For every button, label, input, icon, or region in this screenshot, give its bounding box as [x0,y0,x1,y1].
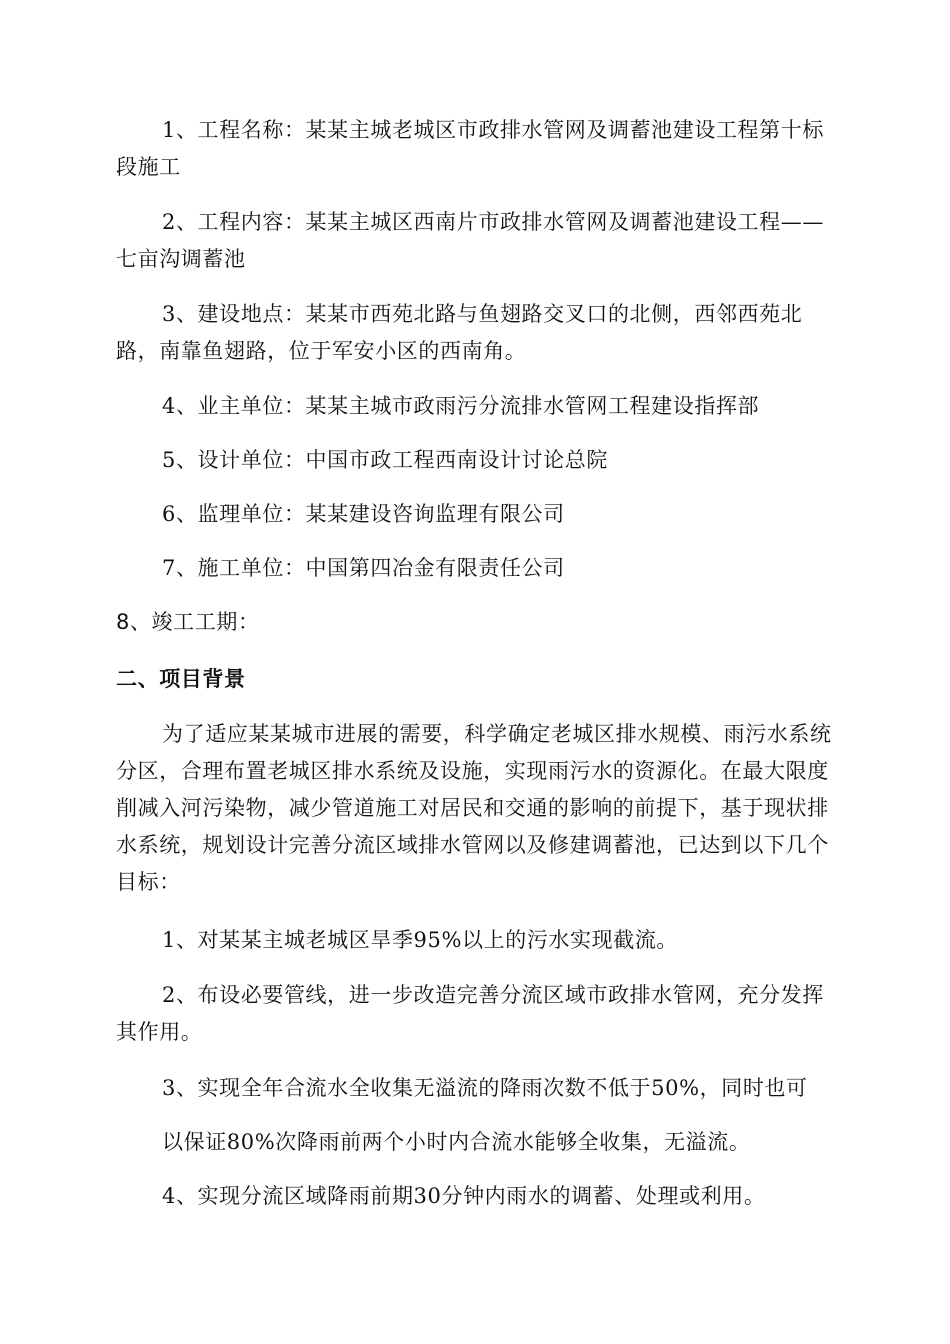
owner-unit-paragraph: 4、业主单位：某某主城市政雨污分流排水管网工程建设指挥部 [162,394,760,418]
goal-3-line-1: 3、实现全年合流水全收集无溢流的降雨次数不低于50%，同时也可 [162,1076,808,1100]
goal-4-paragraph: 4、实现分流区域降雨前期30分钟内雨水的调蓄、处理或利用。 [162,1184,766,1208]
goal-1-paragraph: 1、对某某主城老城区旱季95%以上的污水实现截流。 [162,928,679,952]
completion-period-paragraph: 8、竣工工期： [116,610,260,634]
construction-site-paragraph: 3、建设地点：某某市西苑北路与鱼翅路交叉口的北侧，西邻西苑北路，南靠鱼翅路，位于军安小区的西南角。 [116,302,803,363]
goal-2-paragraph: 2、布设必要管线，进一步改造完善分流区域市政排水管网，充分发挥其作用。 [116,983,824,1044]
background-intro-paragraph: 为了适应某某城市进展的需要，科学确定老城区排水规模、雨污水系统分区，合理布置老城区排水系统及设施，实现雨污水的资源化。在最大限度削减入河污染物，减少管道施工对居民和交通的影响的前提下，基于现状排水系统，规划设计完善分流区域排水管网以及修建调蓄池，已达到以下几个目标： [116,722,832,894]
design-unit-paragraph: 5、设计单位：中国市政工程西南设计讨论总院 [162,448,608,472]
project-content-paragraph: 2、工程内容：某某主城区西南片市政排水管网及调蓄池建设工程——七亩沟调蓄池 [116,210,824,271]
supervision-unit-paragraph: 6、监理单位：某某建设咨询监理有限公司 [162,502,565,526]
project-name-paragraph: 1、工程名称：某某主城老城区市政排水管网及调蓄池建设工程第十标段施工 [116,118,824,179]
goal-3-line-2: 以保证80%次降雨前两个小时内合流水能够全收集，无溢流。 [162,1130,751,1154]
construction-unit-paragraph: 7、施工单位：中国第四冶金有限责任公司 [162,556,565,580]
section-heading-background: 二、项目背景 [116,667,246,691]
